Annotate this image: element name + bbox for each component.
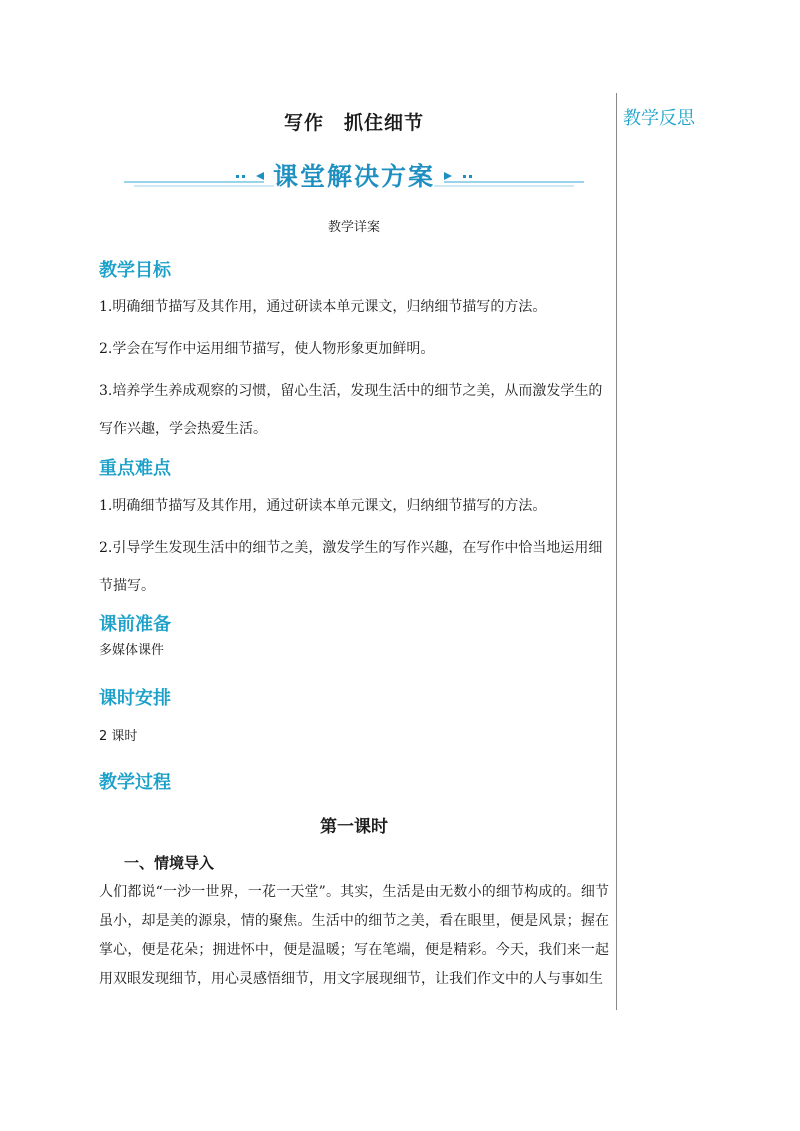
preparation-text: 多媒体课件 [99, 643, 165, 658]
section-title: 一、情境导入 [124, 854, 215, 872]
objective-item-3: 3.培养学生养成观察的习惯，留心生活，发现生活中的细节之美，从而激发学生的写作兴趣，学会热爱生活。 [99, 383, 603, 437]
lesson-title: 第一课时 [320, 817, 388, 837]
objective-item-2: 2.学会在写作中运用细节描写，使人物形象更加鲜明。 [99, 341, 435, 357]
keypoints-heading: 重点难点 [99, 458, 171, 479]
reflection-column-title: 教学反思 [623, 108, 695, 129]
keypoint-item-1: 1.明确细节描写及其作用，通过研读本单元课文，归纳细节描写的方法。 [99, 498, 547, 514]
preparation-heading: 课前准备 [99, 614, 171, 635]
page-subtitle: 教学详案 [327, 220, 380, 235]
banner-label: 课堂解决方案 [272, 162, 435, 191]
schedule-text: 2 课时 [99, 729, 138, 744]
column-divider [616, 93, 617, 1010]
objective-item-1: 1.明确细节描写及其作用，通过研读本单元课文，归纳细节描写的方法。 [99, 299, 547, 315]
keypoint-item-2: 2.引导学生发现生活中的细节之美，激发学生的写作兴趣，在写作中恰当地运用细节描写。 [99, 540, 603, 594]
process-heading: 教学过程 [99, 772, 171, 793]
intro-paragraph: 人们都说“一沙一世界，一花一天堂”。其实，生活是由无数小的细节构成的。细节虽小，却是美的源泉，情的聚焦。生活中的细节之美，看在眼里，便是风景；握在掌心，便是花朵；拥进怀中，便是温暖；写在笔端，便是精彩。今天，我们来一起用双眼发现细节，用心灵感悟细节，用文字展现细节，让我们作文中的人与事如生 [99, 884, 609, 987]
schedule-heading: 课时安排 [99, 688, 171, 709]
page-title: 写作 抓住细节 [283, 112, 424, 134]
section-banner [124, 152, 584, 194]
objectives-heading: 教学目标 [99, 260, 171, 281]
